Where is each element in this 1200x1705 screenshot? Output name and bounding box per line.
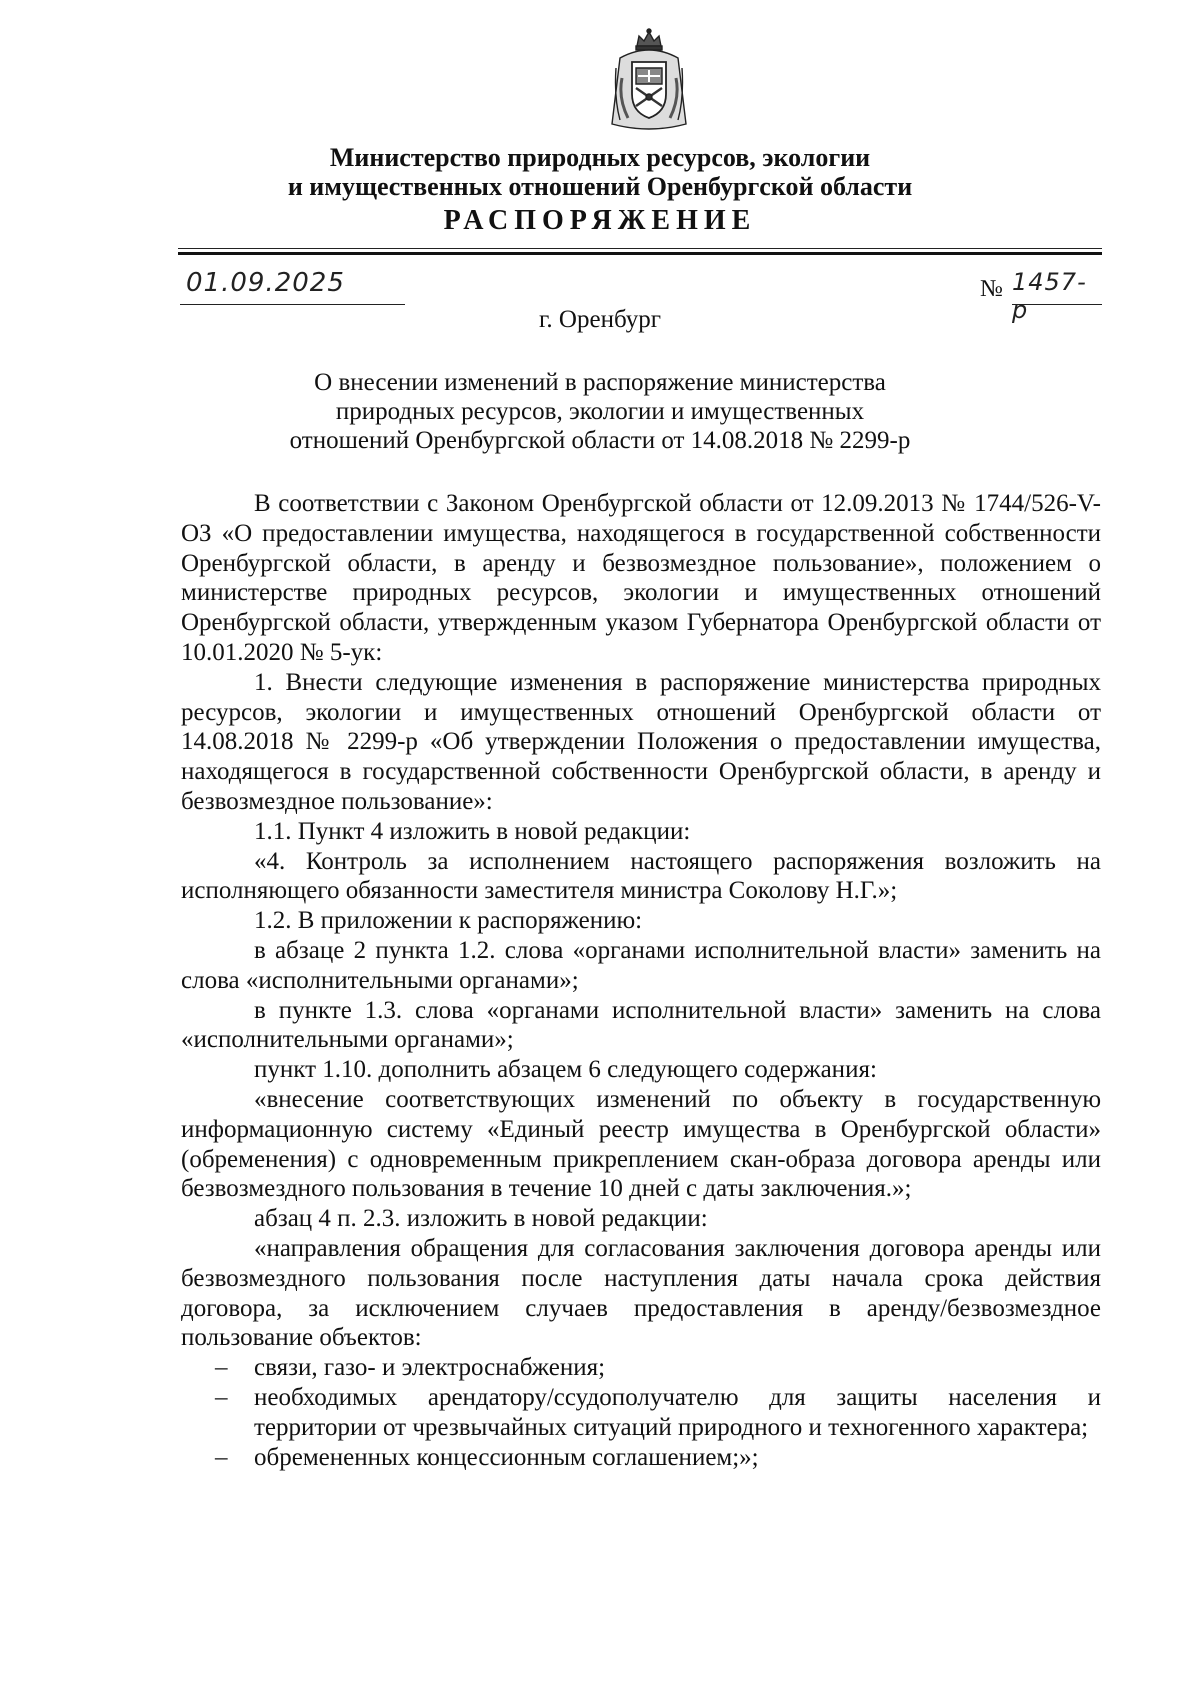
list-item — [181, 1443, 1101, 1473]
ministry-name-line1: Министерство природных ресурсов, экологии — [329, 143, 871, 172]
paragraph-1: 1. Внести следующие изменения в распоряжение министерства природных ресурсов, экологии и имущественных отношений Оренбургской области от 14.08.2018 № 2299-р «Об утверждении Положения о предоставлении имущества, находящегося в государственной собственности Оренбургской области, в аренду и безвозмездное пользование»: — [181, 668, 1101, 815]
paragraph-1-2: 1.2. В приложении к распоряжению: — [254, 907, 643, 935]
city-name: г. Оренбург — [539, 306, 661, 333]
subject-line: природных ресурсов, экологии и имущественных — [335, 398, 865, 425]
paragraph-1-2-b: в пункте 1.3. слова «органами исполнительной власти» заменить на слова «исполнительными органами»; — [181, 996, 1101, 1054]
paragraph-1-2-c-text: «внесение соответствующих изменений по объекту в государственную информационную систему «Единый реестр имущества в Оренбургской области» (обременения) с одновременным прикреплением скан-образа договора аренды или безвозмездного пользования в течение 10 дней с даты заключения.»; — [181, 1085, 1101, 1203]
paragraph-1-2-d: абзац 4 п. 2.3. изложить в новой редакции: — [254, 1205, 708, 1233]
document-body — [181, 489, 1101, 1472]
paragraph-1-1-text: «4. Контроль за исполнением настоящего распоряжения возложить на исполняющего обязанности заместителя министра Соколову Н.Г.»; — [181, 847, 1101, 905]
handwritten-number: 1457-р — [1012, 268, 1087, 324]
list-item-text: необходимых арендатору/ссудополучателю для защиты населения и территории от чрезвычайных ситуаций природного и техногенного характера; — [254, 1383, 1101, 1441]
list-item — [181, 1383, 1101, 1443]
list-item-text: связи, газо- и электроснабжения; — [254, 1354, 606, 1382]
header-rule-thin — [178, 248, 1102, 249]
number-label: № — [980, 276, 1003, 302]
coat-of-arms-emblem — [606, 28, 692, 134]
subject-line: О внесении изменений в распоряжение министерства — [314, 369, 886, 396]
paragraph-1-2-c: пункт 1.10. дополнить абзацем 6 следующего содержания: — [254, 1056, 877, 1084]
paragraph-1-2-a: в абзаце 2 пункта 1.2. слова «органами исполнительной власти» заменить на слова «исполнительными органами»; — [181, 936, 1101, 994]
list-item-text: обремененных концессионным соглашением;»; — [254, 1443, 759, 1471]
date-field — [180, 268, 405, 305]
document-type-title: РАСПОРЯЖЕНИЕ — [443, 205, 757, 236]
ministry-name-line2: и имущественных отношений Оренбургской области — [287, 172, 913, 201]
list-item — [181, 1353, 1101, 1383]
dash-marker: – — [215, 1443, 228, 1471]
subject-line: отношений Оренбургской области от 14.08.2018 № 2299-р — [289, 427, 911, 454]
document-subject — [0, 368, 1200, 455]
paragraph-1-1: 1.1. Пункт 4 изложить в новой редакции: — [254, 817, 691, 845]
intro-paragraph: В соответствии с Законом Оренбургской области от 12.09.2013 № 1744/526-V-ОЗ «О предоставлении имущества, находящегося в государственной собственности Оренбургской области, в аренду и безвозмездное пользование», положением о министерстве природных ресурсов, экологии и имущественных отношений Оренбургской области, утвержденным указом Губернатора Оренбургской области от 10.01.2020 № 5-ук: — [181, 490, 1101, 666]
paragraph-1-2-d-text: «направления обращения для согласования заключения договора аренды или безвозмездного пользования после наступления даты начала срока действия договора, за исключением случаев предоставления в аренду/безвозмездное пользование объектов: — [181, 1234, 1101, 1352]
number-field — [1012, 268, 1102, 324]
dash-marker: – — [215, 1354, 228, 1382]
handwritten-date: 01.09.2025 — [186, 268, 345, 298]
dash-marker: – — [215, 1383, 228, 1411]
header-rule-thick — [178, 252, 1102, 255]
